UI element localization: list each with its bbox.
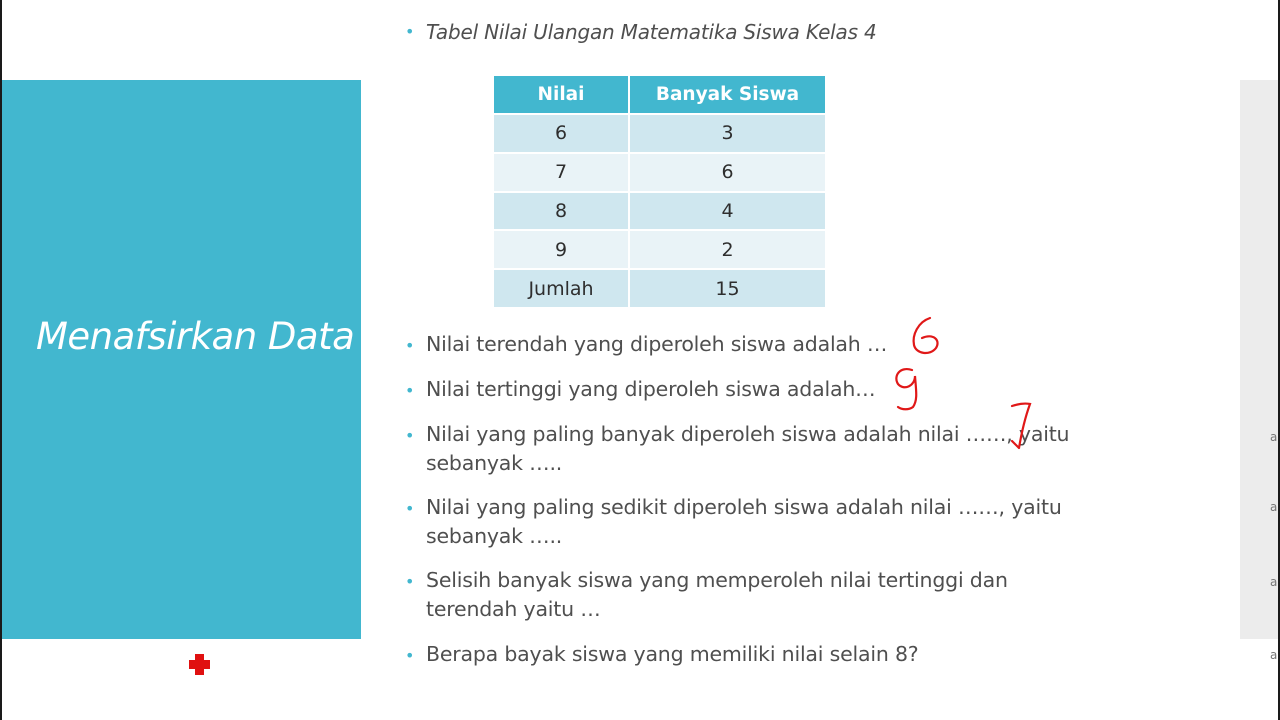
table-row [494, 230, 825, 269]
side-mark: a [1270, 648, 1278, 662]
table-row [494, 192, 825, 231]
cell-jumlah-label: Jumlah [494, 269, 629, 308]
question-lowest: Nilai terendah yang diperoleh siswa adalah … [426, 332, 888, 356]
bullet-icon: • [405, 22, 415, 41]
question-except-eight: Berapa bayak siswa yang memiliki nilai selain 8? [426, 642, 919, 666]
bullet-icon: • [405, 572, 415, 591]
question-most-line1: Nilai yang paling banyak diperoleh siswa adalah nilai ……, yaitu [426, 422, 1070, 446]
bullet-icon: • [405, 426, 415, 445]
table-header-row [494, 76, 825, 114]
slide-title: Menafsirkan Data [36, 315, 355, 358]
handwritten-six [914, 318, 938, 353]
handwritten-nine [896, 369, 916, 409]
cell-nilai: 7 [494, 153, 629, 192]
side-mark: a [1270, 575, 1278, 589]
question-highest: Nilai tertinggi yang diperoleh siswa adalah… [426, 377, 876, 401]
question-least-line2: sebanyak ….. [426, 524, 563, 548]
table-total-row [494, 269, 825, 308]
table-caption: Tabel Nilai Ulangan Matematika Siswa Kelas 4 [426, 20, 877, 44]
header-banyak-siswa: Banyak Siswa [629, 76, 825, 114]
bullet-icon: • [405, 499, 415, 518]
bullet-icon: • [405, 336, 415, 355]
score-table [494, 76, 825, 309]
question-difference-line1: Selisih banyak siswa yang memperoleh nilai tertinggi dan [426, 568, 1008, 592]
cell-banyak-siswa: 2 [629, 230, 825, 269]
cell-banyak-siswa: 6 [629, 153, 825, 192]
question-difference-line2: terendah yaitu … [426, 597, 601, 621]
cell-nilai: 8 [494, 192, 629, 231]
cell-nilai: 6 [494, 114, 629, 153]
cell-banyak-siswa: 4 [629, 192, 825, 231]
pointer-cursor-icon [189, 654, 210, 675]
question-least-line1: Nilai yang paling sedikit diperoleh siswa adalah nilai ……, yaitu [426, 495, 1062, 519]
side-mark: a [1270, 500, 1278, 514]
bullet-icon: • [405, 646, 415, 665]
question-most-line2: sebanyak ….. [426, 451, 563, 475]
table-row [494, 153, 825, 192]
cell-nilai: 9 [494, 230, 629, 269]
cell-jumlah-value: 15 [629, 269, 825, 308]
header-nilai: Nilai [494, 76, 629, 114]
bullet-icon: • [405, 381, 415, 400]
table-row [494, 114, 825, 153]
cell-banyak-siswa: 3 [629, 114, 825, 153]
side-mark: a [1270, 430, 1278, 444]
next-slide-edge [1240, 80, 1278, 639]
